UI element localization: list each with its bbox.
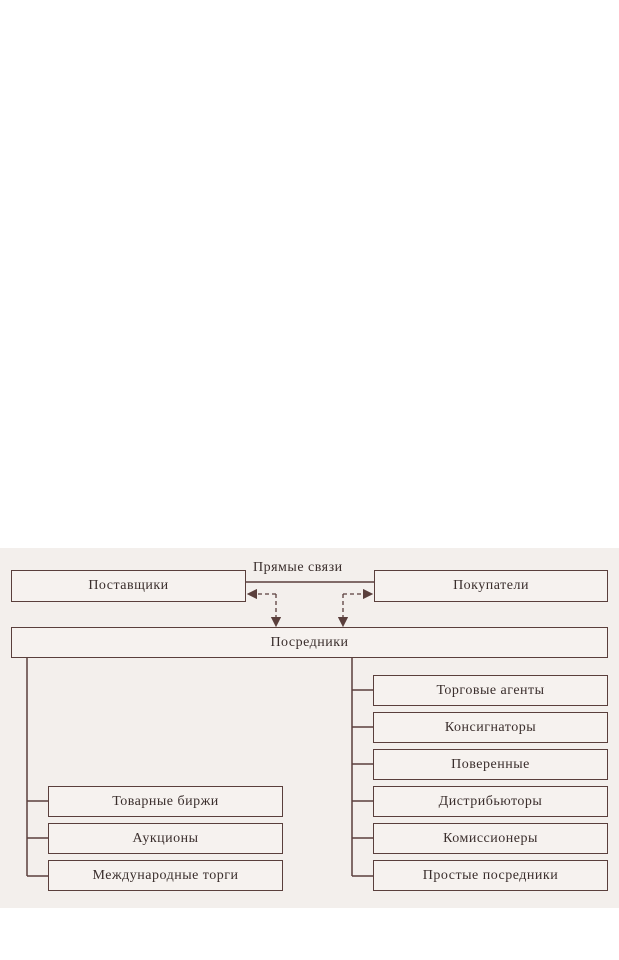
right-item-box: Комиссионеры: [373, 823, 608, 854]
direct-link-label: Прямые связи: [250, 560, 346, 576]
right-item-box: Простые посредники: [373, 860, 608, 891]
right-item-box: Дистрибьюторы: [373, 786, 608, 817]
left-item-box: Товарные биржи: [48, 786, 283, 817]
right-item-box: Консигнаторы: [373, 712, 608, 743]
buyers-box: Покупатели: [374, 570, 608, 602]
right-item-box: Поверенные: [373, 749, 608, 780]
suppliers-box: Поставщики: [11, 570, 246, 602]
intermediaries-box: Посредники: [11, 627, 608, 658]
left-item-box: Международные торги: [48, 860, 283, 891]
right-item-box: Торговые агенты: [373, 675, 608, 706]
left-item-box: Аукционы: [48, 823, 283, 854]
